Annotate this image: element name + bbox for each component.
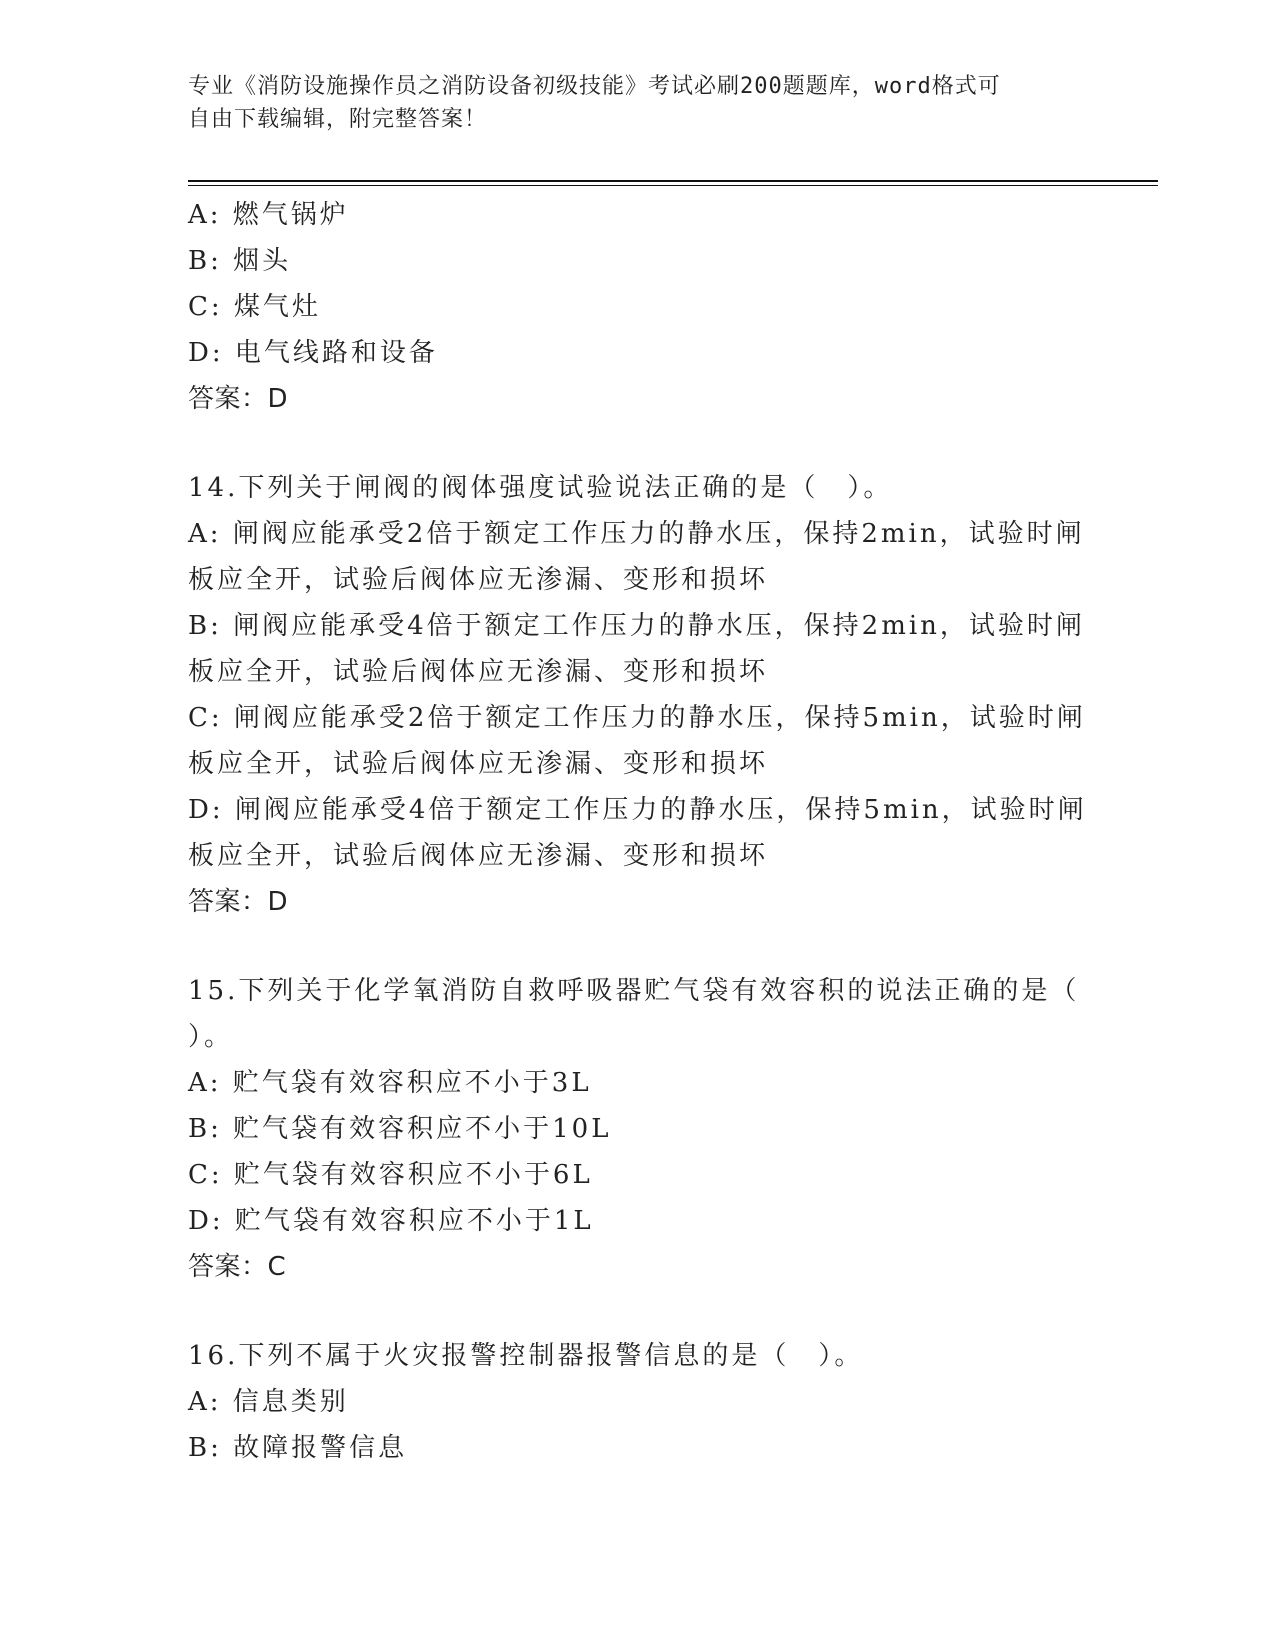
answer-line: 答案：D	[188, 384, 289, 414]
option-b: B: 贮气袋有效容积应不小于10L	[188, 1114, 612, 1144]
header-divider-top	[188, 180, 1158, 182]
question-text: 16.下列不属于火灾报警控制器报警信息的是（ ）。	[188, 1341, 864, 1371]
option-d-continued: 板应全开，试验后阀体应无渗漏、变形和损坏	[188, 841, 769, 871]
question-text: 14.下列关于闸阀的阀体强度试验说法正确的是（ ）。	[188, 473, 893, 503]
answer-line: 答案：D	[188, 887, 289, 917]
option-d: D: 贮气袋有效容积应不小于1L	[188, 1206, 594, 1236]
question-16	[188, 1333, 1098, 1471]
option-d: D: 闸阀应能承受4倍于额定工作压力的静水压，保持5min，试验时闸	[188, 795, 1087, 825]
option-a: A: 燃气锅炉	[188, 200, 349, 230]
option-a: A: 闸阀应能承受2倍于额定工作压力的静水压，保持2min，试验时闸	[188, 519, 1085, 549]
option-d: D: 电气线路和设备	[188, 338, 438, 368]
header-line-2: 自由下载编辑，附完整答案！	[188, 107, 488, 132]
document-header	[188, 70, 1088, 136]
question-14	[188, 465, 1098, 925]
question-list	[188, 192, 1098, 1471]
question-15	[188, 968, 1098, 1290]
option-c-continued: 板应全开，试验后阀体应无渗漏、变形和损坏	[188, 749, 769, 779]
header-divider-bottom	[188, 185, 1158, 186]
question-text-continued: ）。	[188, 1022, 234, 1052]
option-b: B: 闸阀应能承受4倍于额定工作压力的静水压，保持2min，试验时闸	[188, 611, 1085, 641]
option-c: C: 闸阀应能承受2倍于额定工作压力的静水压，保持5min，试验时闸	[188, 703, 1086, 733]
option-b: B: 故障报警信息	[188, 1433, 408, 1463]
question-text: 15.下列关于化学氧消防自救呼吸器贮气袋有效容积的说法正确的是（	[188, 976, 1080, 1006]
option-b-continued: 板应全开，试验后阀体应无渗漏、变形和损坏	[188, 657, 769, 687]
question-13	[188, 192, 1098, 422]
option-c: C: 煤气灶	[188, 292, 321, 322]
option-a: A: 贮气袋有效容积应不小于3L	[188, 1068, 592, 1098]
header-line-1: 专业《消防设施操作员之消防设备初级技能》考试必刷200题题库，word格式可	[188, 74, 1001, 99]
option-b: B: 烟头	[188, 246, 292, 276]
option-c: C: 贮气袋有效容积应不小于6L	[188, 1160, 593, 1190]
option-a-continued: 板应全开，试验后阀体应无渗漏、变形和损坏	[188, 565, 769, 595]
answer-line: 答案：C	[188, 1252, 287, 1282]
option-a: A: 信息类别	[188, 1387, 349, 1417]
